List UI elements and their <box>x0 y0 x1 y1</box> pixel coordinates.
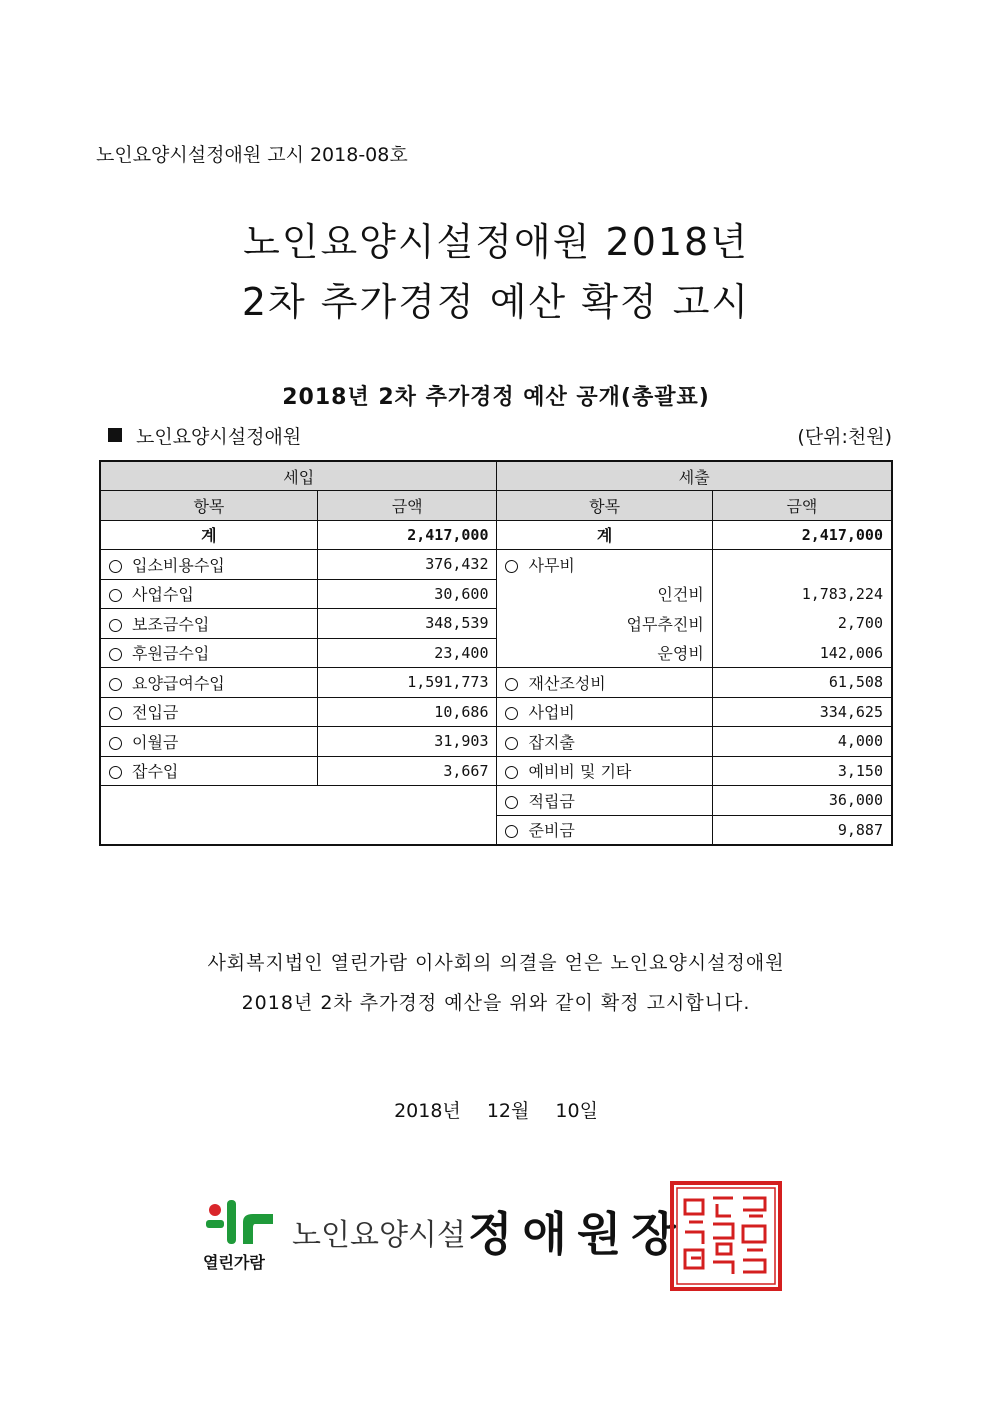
main-title <box>0 212 992 332</box>
circle-bullet-icon <box>109 678 122 691</box>
revenue-amount: 10,686 <box>317 697 497 727</box>
org-line <box>108 422 301 449</box>
revenue-label: 잡수입 <box>132 762 179 782</box>
expense-item-header: 항목 <box>497 491 712 521</box>
circle-bullet-icon <box>505 707 518 720</box>
date-month: 12월 <box>486 1100 530 1122</box>
table-row <box>100 609 892 639</box>
date-year: 2018년 <box>394 1100 461 1122</box>
revenue-amount: 3,667 <box>317 756 497 786</box>
expense-header: 세출 <box>497 461 892 491</box>
table-row <box>100 579 892 609</box>
expense-label: 준비금 <box>528 821 575 840</box>
expense-total-label: 계 <box>497 520 712 550</box>
table-row <box>100 638 892 668</box>
empty-revenue-cell <box>100 786 497 845</box>
revenue-label: 요양급여수입 <box>132 673 225 693</box>
revenue-item-header: 항목 <box>100 491 317 521</box>
circle-bullet-icon <box>109 619 122 632</box>
closing-line-2: 2018년 2차 추가경정 예산을 위와 같이 확정 고시합니다. <box>241 992 751 1014</box>
circle-bullet-icon <box>109 560 122 573</box>
revenue-label: 보조금수입 <box>132 614 210 634</box>
office-expense-amount <box>712 550 892 580</box>
title-line-2: 2차 추가경정 예산 확정 고시 <box>241 280 751 324</box>
notice-number: 노인요양시설정애원 고시 2018-08호 <box>96 144 408 166</box>
table-row <box>100 550 892 580</box>
revenue-amount: 1,591,773 <box>317 668 497 698</box>
circle-bullet-icon <box>109 648 122 661</box>
table-row <box>100 727 892 757</box>
expense-label: 잡지출 <box>528 732 575 752</box>
expense-label: 예비비 및 기타 <box>528 762 632 782</box>
office-expense-label: 사무비 <box>528 556 575 575</box>
expense-amount: 4,000 <box>712 727 892 757</box>
table-row <box>100 756 892 786</box>
expense-amount: 36,000 <box>712 786 892 816</box>
office-sub-label: 운영비 <box>497 638 712 668</box>
expense-label: 적립금 <box>528 791 575 811</box>
office-sub-amount: 2,700 <box>712 609 892 639</box>
revenue-total-amount: 2,417,000 <box>317 520 497 550</box>
org-label: 노인요양시설정애원 <box>136 426 302 448</box>
revenue-amount: 376,432 <box>317 550 497 580</box>
revenue-label: 입소비용수입 <box>132 555 225 575</box>
table-subtitle: 2018년 2차 추가경정 예산 공개(총괄표) <box>282 385 710 410</box>
circle-bullet-icon <box>505 825 518 838</box>
budget-table <box>99 460 893 846</box>
revenue-amount: 348,539 <box>317 609 497 639</box>
office-sub-amount: 142,006 <box>712 638 892 668</box>
office-sub-label: 업무추진비 <box>497 609 712 639</box>
circle-bullet-icon <box>109 707 122 720</box>
revenue-total-label: 계 <box>100 520 317 550</box>
revenue-label: 전입금 <box>132 703 179 723</box>
closing-statement <box>0 943 992 1023</box>
circle-bullet-icon <box>505 678 518 691</box>
circle-bullet-icon <box>505 737 518 750</box>
revenue-amount: 31,903 <box>317 727 497 757</box>
official-seal-icon <box>669 1180 783 1292</box>
title-line-1: 노인요양시설정애원 2018년 <box>243 220 749 264</box>
circle-bullet-icon <box>505 796 518 809</box>
expense-amount-header: 금액 <box>712 491 892 521</box>
expense-amount: 9,887 <box>712 815 892 845</box>
facility-type: 노인요양시설 <box>292 1218 466 1253</box>
office-sub-label: 인건비 <box>497 579 712 609</box>
closing-line-1: 사회복지법인 열린가람 이사회의 의결을 얻은 노인요양시설정애원 <box>207 952 785 974</box>
revenue-label: 후원금수입 <box>132 644 210 664</box>
revenue-amount: 23,400 <box>317 638 497 668</box>
table-row <box>100 697 892 727</box>
expense-total-amount: 2,417,000 <box>712 520 892 550</box>
notice-date <box>0 1096 992 1123</box>
facility-name: 정애원장 <box>468 1207 686 1261</box>
unit-label: (단위:천원) <box>797 426 892 448</box>
revenue-label: 사업수입 <box>132 585 194 605</box>
revenue-amount-header: 금액 <box>317 491 497 521</box>
logo-text: 열린가람 <box>203 1253 265 1272</box>
expense-amount: 334,625 <box>712 697 892 727</box>
revenue-amount: 30,600 <box>317 579 497 609</box>
date-day: 10일 <box>555 1100 598 1122</box>
total-row <box>100 520 892 550</box>
expense-amount: 61,508 <box>712 668 892 698</box>
office-sub-amount: 1,783,224 <box>712 579 892 609</box>
table-row <box>100 786 892 816</box>
square-bullet-icon <box>108 428 122 442</box>
expense-label: 재산조성비 <box>528 673 606 693</box>
revenue-header: 세입 <box>100 461 497 491</box>
revenue-label: 이월금 <box>132 732 179 752</box>
expense-amount: 3,150 <box>712 756 892 786</box>
circle-bullet-icon <box>109 589 122 602</box>
expense-label: 사업비 <box>528 703 575 723</box>
circle-bullet-icon <box>505 560 518 573</box>
circle-bullet-icon <box>109 737 122 750</box>
circle-bullet-icon <box>109 766 122 779</box>
table-row <box>100 668 892 698</box>
circle-bullet-icon <box>505 766 518 779</box>
